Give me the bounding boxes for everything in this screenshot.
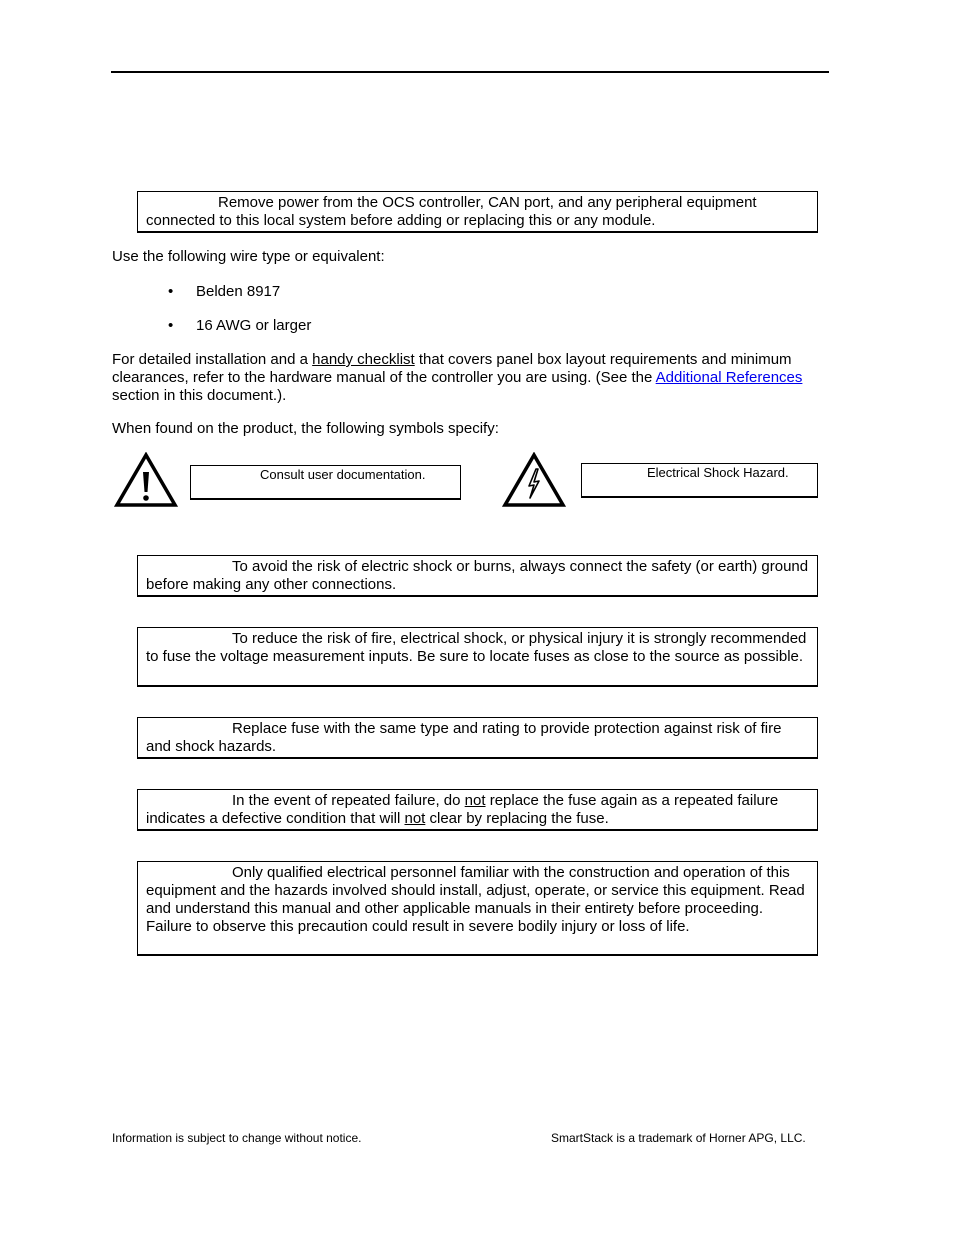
wire-type-item [168,317,311,335]
warning-repeated-failure-box [137,789,818,831]
installation-text: For detailed installation and a [112,351,313,368]
warning-qualified-personnel-text: Only qualified electrical personnel familiar with the construction and operation of this equipment and the hazards involved should install, adjust, operate, or service this equipment. Read and understand this manual and other applicable manuals in their entirety before proceeding. Failure to observe this precaution could result in severe bodily injury or loss of life. [146,864,805,935]
installation-paragraph [112,351,834,405]
warning-replace-fuse-box [137,717,818,759]
installation-text: that covers panel box layout requirements and minimum clearances, refer to the hardware manual of the controller you are using. (See the [112,351,792,386]
bullet-icon: • [168,317,174,334]
symbol-consult-documentation-box [190,465,461,500]
warning-fuse-inputs-text: To reduce the risk of fire, electrical shock, or physical injury it is strongly recommended to fuse the voltage measurement inputs. Be sure to locate fuses as close to the source as possible. [146,630,807,665]
additional-references-link[interactable]: Additional References [655,369,803,386]
warning-repeated-failure-text: In the event of repeated failure, do [232,792,465,809]
wire-type-item [168,283,280,301]
warning-repeated-failure-text: clear by replacing the fuse. [425,810,609,827]
symbol-consult-documentation-label: Consult user documentation. [260,467,426,482]
warning-ground-box [137,555,818,597]
exclamation-warning-icon [114,452,178,508]
installation-text: section in this document.). [112,387,287,404]
footer-notice: Information is subject to change without notice. [112,1131,362,1145]
emphasis-not: not [464,792,486,809]
warning-replace-fuse-text: Replace fuse with the same type and rating to provide protection against risk of fire and shock hazards. [146,720,782,755]
symbol-shock-hazard-label: Electrical Shock Hazard. [647,465,789,480]
lightning-warning-icon [502,452,566,508]
wire-type-label: 16 AWG or larger [196,317,312,334]
footer-trademark: SmartStack is a trademark of Horner APG, LLC. [551,1131,806,1145]
warning-ground-text: To avoid the risk of electric shock or burns, always connect the safety (or earth) ground before making any other connections. [146,558,809,593]
wire-type-label: Belden 8917 [196,283,281,300]
symbol-shock-hazard-box [581,463,818,498]
warning-repeated-failure-text: replace the fuse again as a repeated failure indicates a defective condition that will [146,792,779,827]
emphasis-not: not [404,810,426,827]
caution-remove-power-box [137,191,818,233]
symbols-intro: When found on the product, the following symbols specify: [112,420,499,437]
header-rule [111,71,829,73]
bullet-icon: • [168,283,174,300]
wire-intro: Use the following wire type or equivalent: [112,248,385,265]
handy-checklist-link: handy checklist [312,351,415,368]
caution-remove-power-text: Remove power from the OCS controller, CAN port, and any peripheral equipment connected to this local system before adding or replacing this or any module. [146,194,757,229]
warning-fuse-inputs-box [137,627,818,687]
warning-qualified-personnel-box [137,861,818,956]
